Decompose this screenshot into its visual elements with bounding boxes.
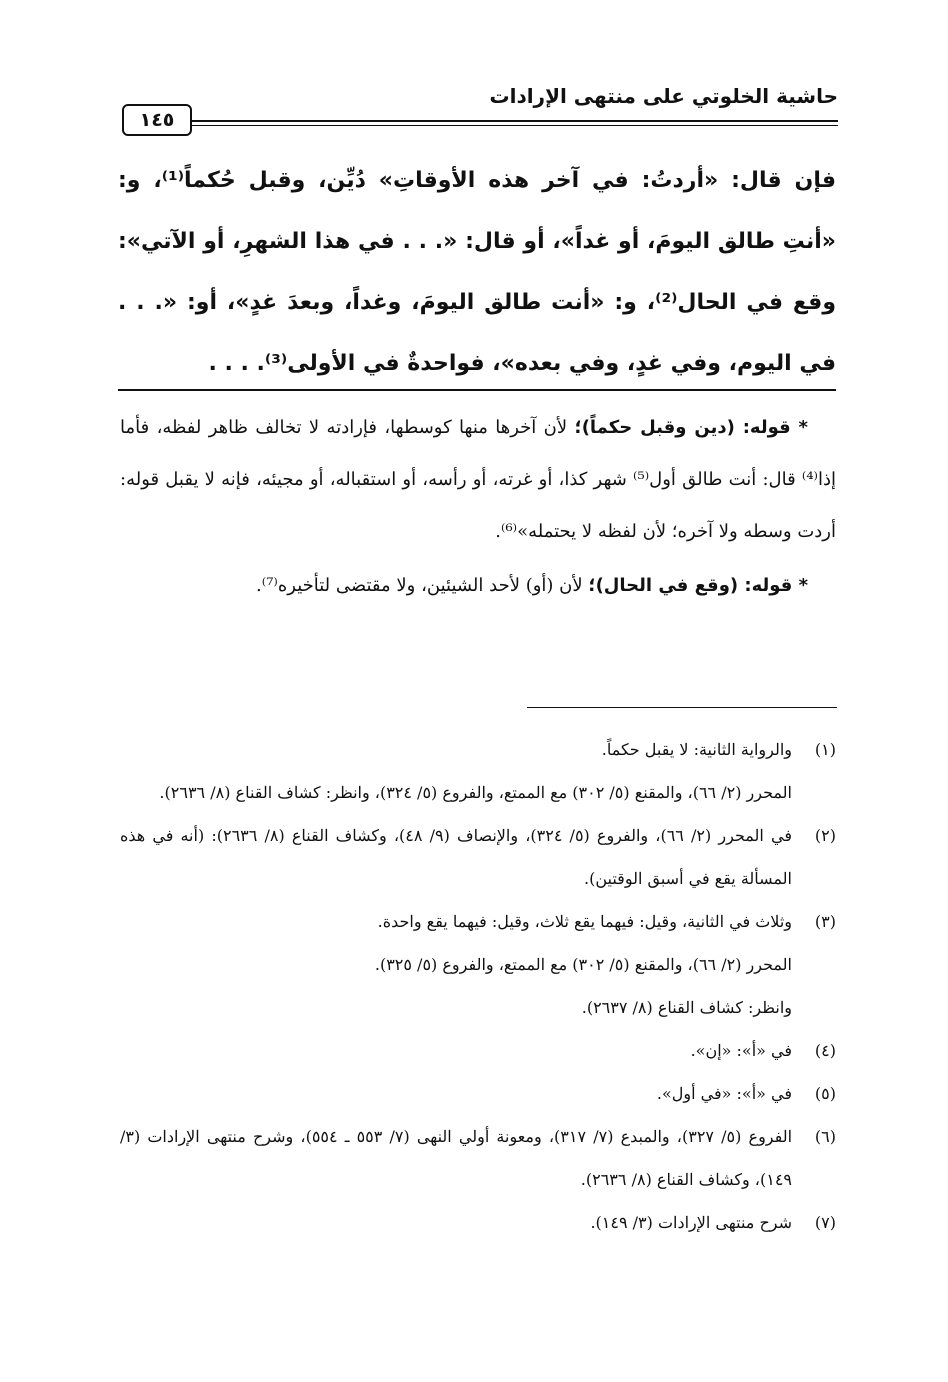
footnote-body	[120, 900, 792, 1029]
commentary-text: لأن (أو) لأحد الشيئين، ولا مقتضى لتأخيره⁽⁷⁾.	[256, 575, 583, 596]
footnote	[120, 900, 836, 1029]
footnote-line: والرواية الثانية: لا يقبل حكماً.	[601, 740, 792, 759]
footnote	[120, 814, 836, 900]
commentary-text: لأن آخرها منها كوسطها، فإرادته لا تخالف ظاهر لفظه، فأما إذا⁽⁴⁾ قال: أنت طالق أول⁽⁵⁾ شهر كذا، أو غرته، أو رأسه، أو استقباله، أو مجيئه، فإنه لا يقبل قوله: أردت وسطه ولا آخره؛ لأن لفظه لا يحتمله»⁽⁶⁾.	[120, 417, 836, 542]
footnote	[120, 1029, 836, 1072]
footnote	[120, 728, 836, 814]
footnotes	[120, 728, 836, 1244]
footnote-number: (٢)	[814, 826, 836, 845]
footnote-body	[120, 1115, 792, 1201]
footnote-line: الفروع (٥/ ٣٢٧)، والمبدع (٧/ ٣١٧)، ومعونة أولي النهى (٧/ ٥٥٣ ـ ٥٥٤)، وشرح منتهى الإرادات (٣/ ١٤٩)، وكشاف القناع (٨/ ٢٦٣٦).	[120, 1127, 793, 1189]
page-number-box: ١٤٥	[122, 104, 192, 136]
running-title: حاشية الخلوتي على منتهى الإرادات	[489, 84, 838, 108]
commentary-lead: * قوله: (وقع في الحال)؛	[588, 575, 808, 596]
footnote-number: (٤)	[814, 1041, 836, 1060]
footnote	[120, 1072, 836, 1115]
footnote-number: (٣)	[814, 912, 836, 931]
footnote-line: في «أ»: «إن».	[690, 1041, 792, 1060]
footnote-number: (٧)	[814, 1213, 836, 1232]
footnote-line: في المحرر (٢/ ٦٦)، والفروع (٥/ ٣٢٤)، والإنصاف (٩/ ٤٨)، وكشاف القناع (٨/ ٢٦٣٦): (أنه في هذه المسألة يقع في أسبق الوقتين).	[120, 826, 792, 888]
page-header	[110, 78, 838, 130]
footnote	[120, 1201, 836, 1244]
commentary	[120, 402, 836, 612]
main-text: فإن قال: «أردتُ: في آخر هذه الأوقاتِ» دُيِّن، وقبل حُكماً⁽¹⁾، و: «أنتِ طالق اليومَ، أو غداً»، أو قال: «. . . في هذا الشهرِ، أو الآتي»: وقع في الحال⁽²⁾، و: «أنت طالق اليومَ، وغداً، وبعدَ غدٍ»، أو: «. . . في اليوم، وفي غدٍ، وفي بعده»، فواحدةٌ في الأولى⁽³⁾. . . .	[118, 168, 837, 376]
header-rule	[190, 120, 838, 122]
footnote-separator	[527, 707, 837, 708]
footnote-number: (٥)	[814, 1084, 836, 1103]
footnote-line: وانظر: كشاف القناع (٨/ ٢٦٣٧).	[581, 998, 792, 1017]
footnote-number: (١)	[814, 740, 836, 759]
footnote-body	[120, 1029, 792, 1072]
footnote-line: المحرر (٢/ ٦٦)، والمقنع (٥/ ٣٠٢) مع الممتع، والفروع (٥/ ٣٢٥).	[374, 955, 792, 974]
commentary-paragraph	[120, 560, 836, 612]
footnote-line: وثلاث في الثانية، وقيل: فيهما يقع ثلاث، وقيل: فيهما يقع واحدة.	[377, 912, 792, 931]
commentary-paragraph	[120, 402, 836, 558]
footnote-body	[120, 1201, 792, 1244]
footnote-line: في «أ»: «في أول».	[656, 1084, 792, 1103]
footnote-number: (٦)	[814, 1127, 836, 1146]
footnote-body	[120, 1072, 792, 1115]
main-text-rule	[118, 389, 836, 391]
footnote-line: شرح منتهى الإرادات (٣/ ١٤٩).	[590, 1213, 792, 1232]
header-rule-thin	[190, 125, 838, 126]
footnote-line: المحرر (٢/ ٦٦)، والمقنع (٥/ ٣٠٢) مع الممتع، والفروع (٥/ ٣٢٤)، وانظر: كشاف القناع (٨/ ٢٦٣٦).	[159, 783, 792, 802]
commentary-lead: * قوله: (دين وقبل حكماً)؛	[574, 417, 808, 438]
footnote-body	[120, 814, 792, 900]
footnote-body	[120, 728, 792, 814]
footnote	[120, 1115, 836, 1201]
